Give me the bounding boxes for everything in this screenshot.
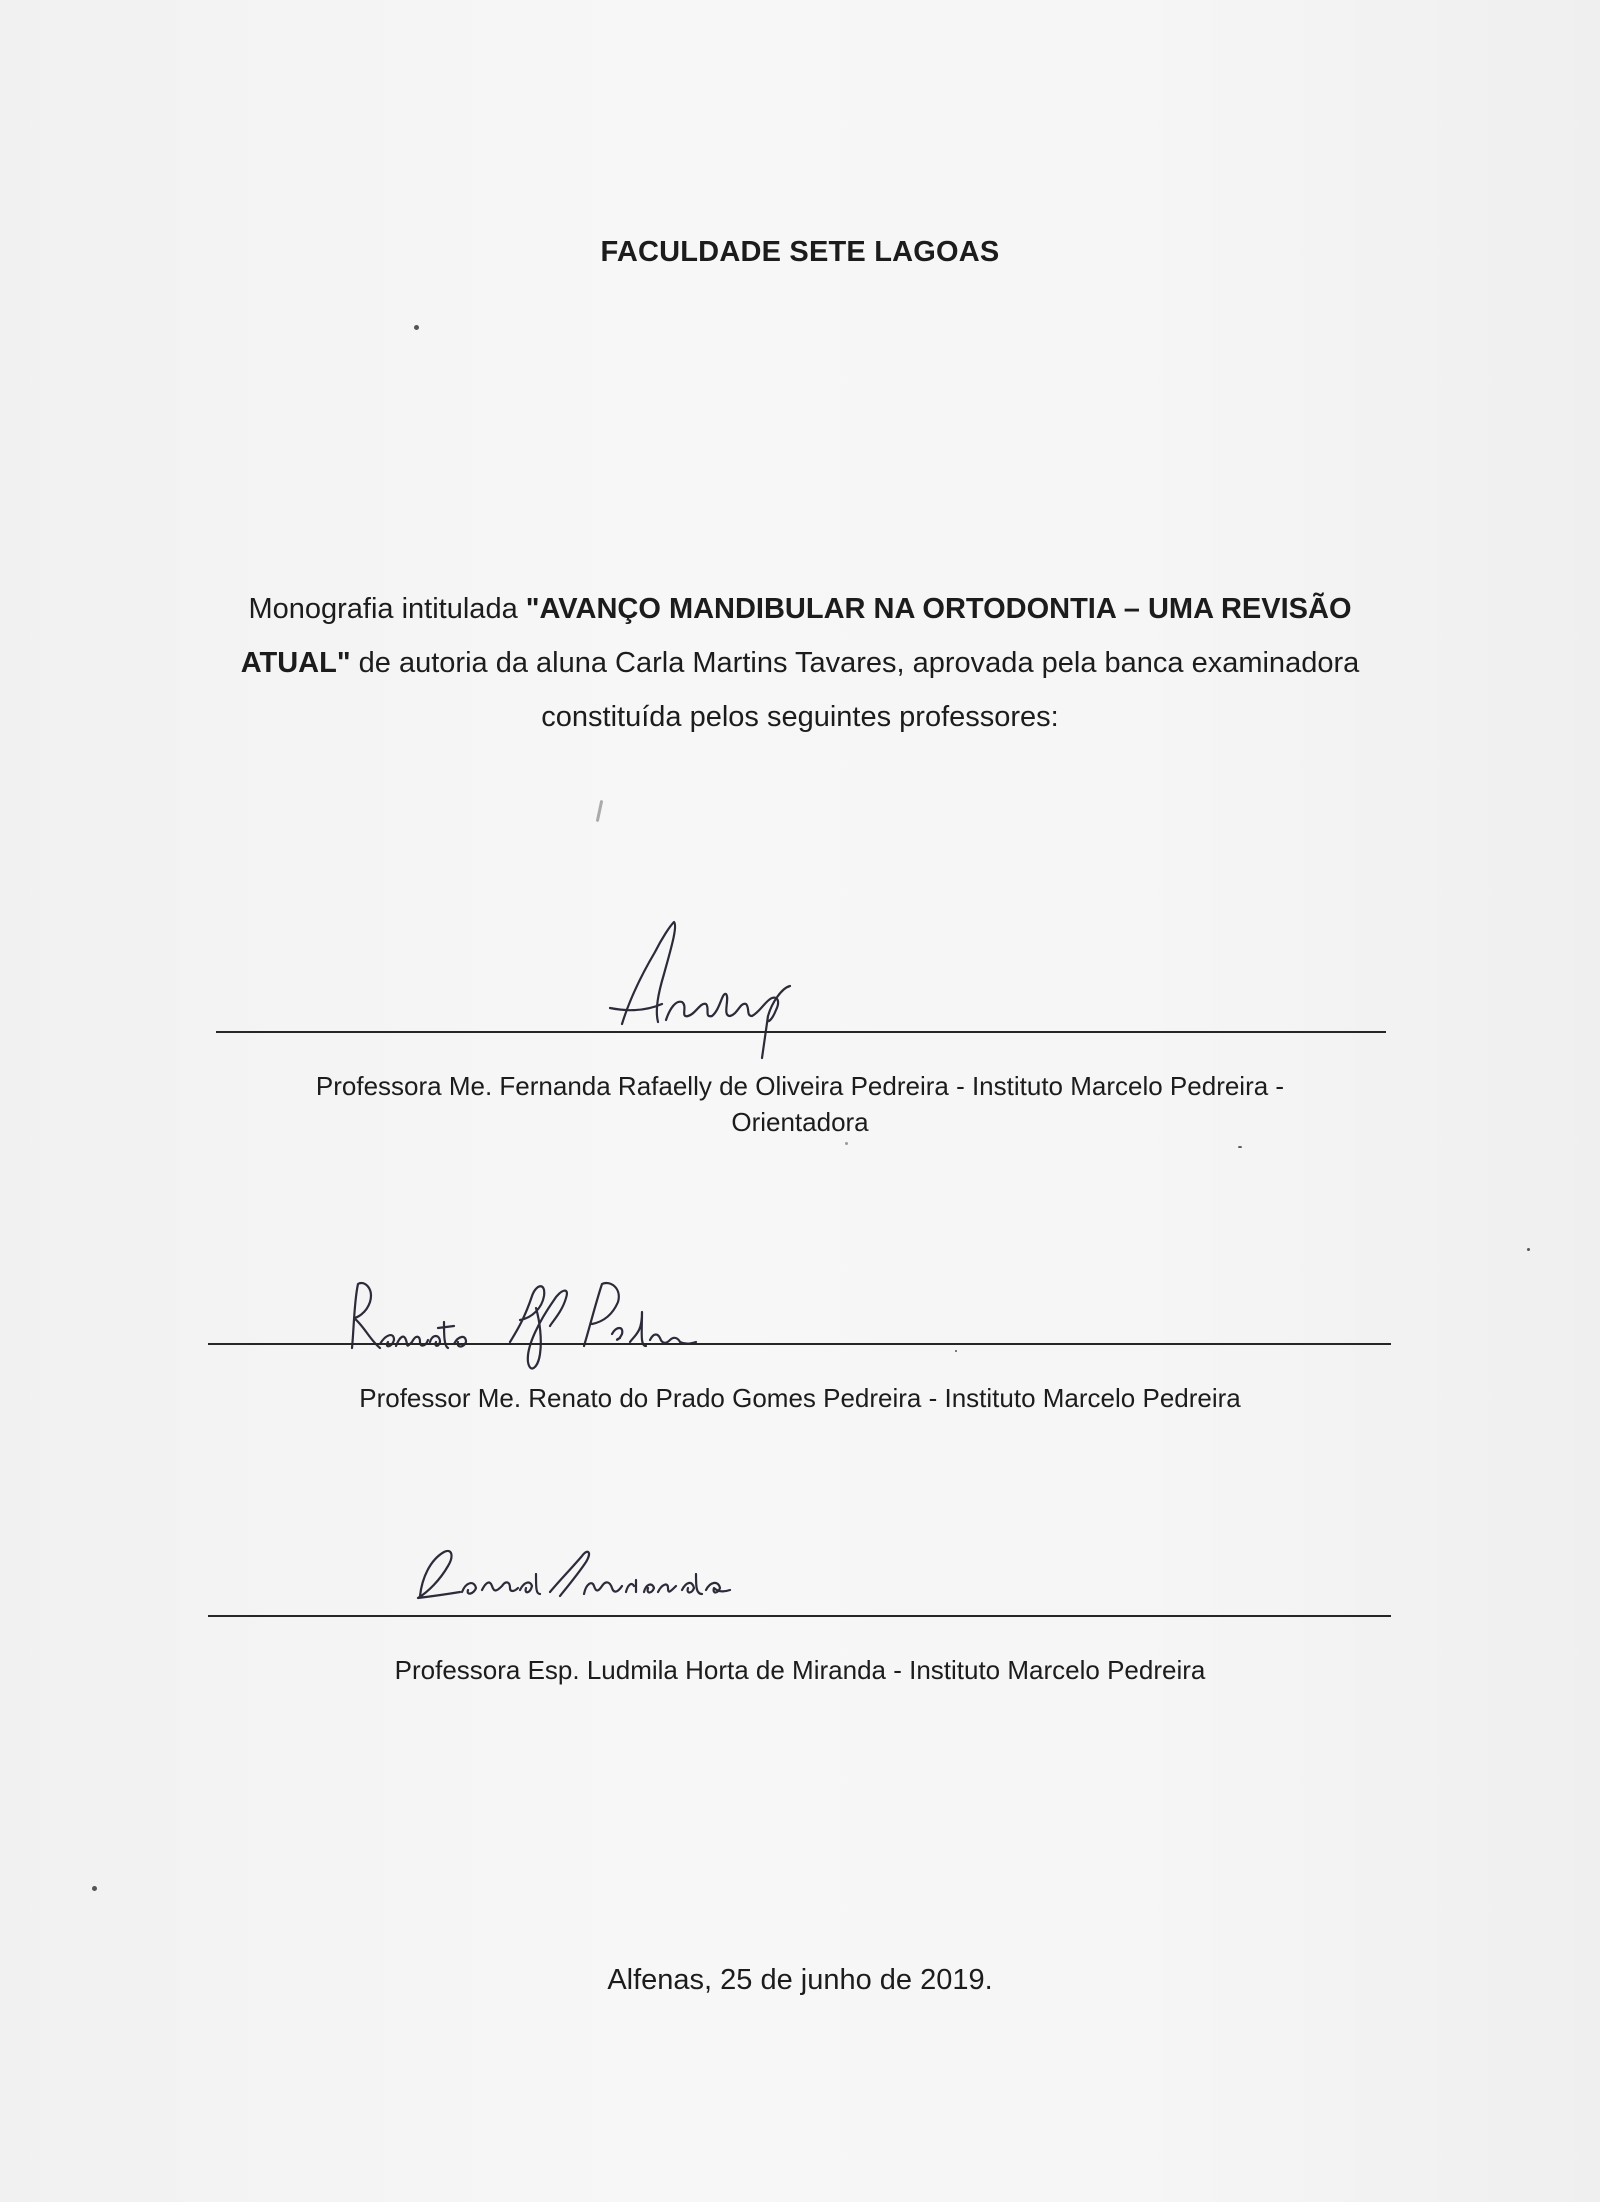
signature-line-advisor: [216, 1031, 1386, 1033]
examiner-3-name: Professora Esp. Ludmila Horta de Miranda - Instituto Marcelo Pedreira: [394, 1655, 1206, 1685]
signature-line-examiner-3: [208, 1615, 1391, 1617]
examiner-advisor-label: [200, 1068, 1400, 1140]
scan-speck: [1527, 1248, 1530, 1251]
place-and-date: Alfenas, 25 de junho de 2019.: [607, 1964, 993, 1996]
intro-prefix: Monografia intitulada: [248, 593, 526, 625]
scan-speck: [414, 325, 419, 330]
monograph-statement: [200, 582, 1400, 744]
examiner-advisor-name: Professora Me. Fernanda Rafaelly de Oliveira Pedreira - Instituto Marcelo Pedreira -: [315, 1071, 1285, 1101]
intro-suffix: de autoria da aluna Carla Martins Tavares, aprovada pela banca examinadora constituída pelos seguintes professores:: [350, 647, 1360, 733]
scan-speck: [1238, 1146, 1242, 1148]
signature-examiner-3: [400, 1534, 780, 1624]
examiner-3-label: [200, 1652, 1400, 1688]
scan-speck: [845, 1142, 848, 1145]
signature-advisor: [600, 912, 830, 1062]
examiner-2-name: Professor Me. Renato do Prado Gomes Pedreira - Instituto Marcelo Pedreira: [359, 1383, 1241, 1413]
scan-speck: [92, 1886, 97, 1891]
signature-examiner-2: [340, 1262, 720, 1382]
monograph-title: "AVANÇO MANDIBULAR NA ORTODONTIA – UMA REVISÃO ATUAL": [240, 593, 1352, 679]
scan-speck: [596, 800, 604, 822]
signature-line-examiner-2: [208, 1343, 1391, 1345]
scan-speck: [955, 1350, 957, 1352]
institution-title: FACULDADE SETE LAGOAS: [600, 236, 1000, 268]
examiner-advisor-role: Orientadora: [731, 1107, 869, 1137]
examiner-2-label: [200, 1380, 1400, 1416]
